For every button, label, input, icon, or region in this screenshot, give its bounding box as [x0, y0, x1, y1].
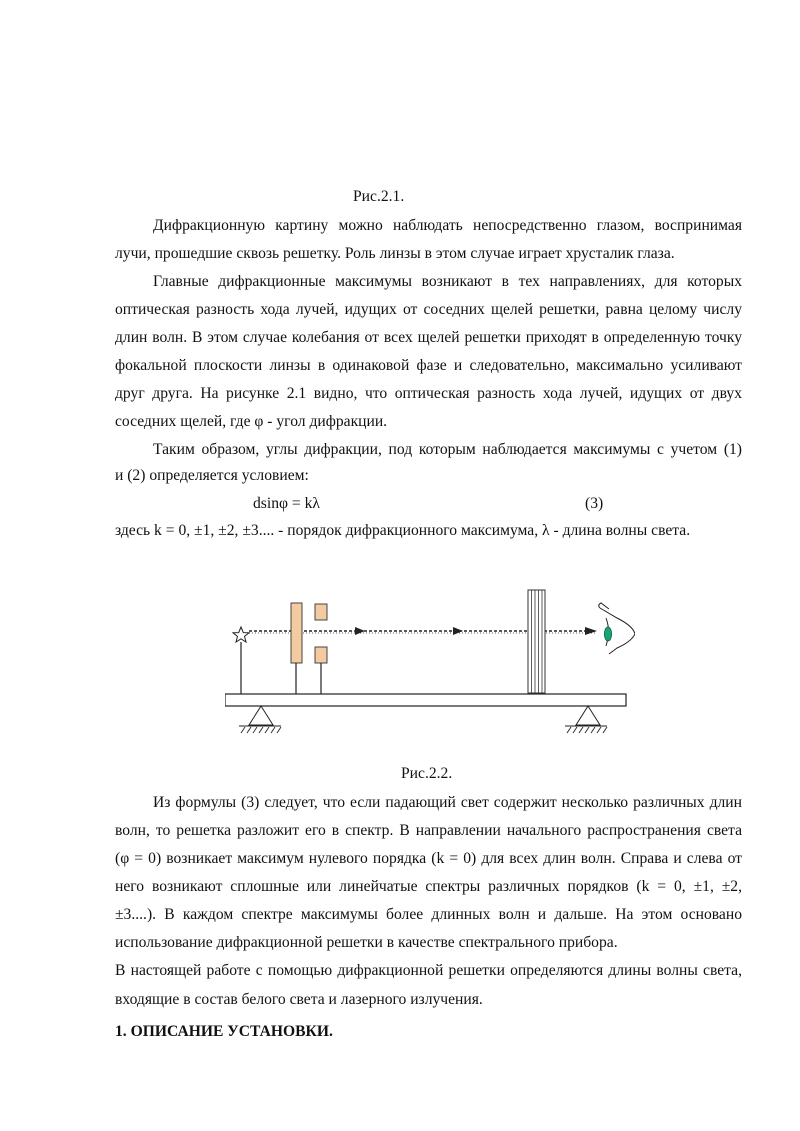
paragraph-1-line-2: лучи, прошедшие сквозь решетку. Роль линзы в этом случае играет хрусталик глаза. [115, 245, 675, 262]
formula-explanation: здесь k = 0, ±1, ±2, ±3.... - порядок дифракционного максимума, λ - длина волны света. [115, 522, 691, 539]
paragraph-4-line-5: ±3....). В каждом спектре максимумы более длинных волн и дальше. На этом основано [115, 906, 742, 923]
bench-rail [225, 694, 626, 706]
optical-bench-diagram [225, 588, 635, 738]
diffraction-grating [528, 590, 545, 693]
paragraph-1-line-1: Дифракционную картину можно наблюдать непосредственно глазом, воспринимая [153, 217, 742, 234]
section-heading: 1. ОПИСАНИЕ УСТАНОВКИ. [115, 1023, 333, 1040]
bench-support-left [239, 706, 281, 733]
paragraph-4-line-2: волн, то решетка разложит его в спектр. В направлении начального распространения света [115, 822, 742, 839]
paragraph-3-line-1: Таким образом, углы дифракции, под которым наблюдается максимумы с учетом (1) [153, 441, 742, 458]
paragraph-4-line-4: него возникают сплошные или линейчатые спектры различных порядков (k = 0, ±1, ±2, [115, 878, 742, 895]
paragraph-2-line-6: соседних щелей, где φ - угол дифракции. [115, 413, 388, 430]
paragraph-5-line-1: В настоящей работе с помощью дифракционной решетки определяются длины волны света, [115, 962, 742, 979]
slit-panel-bottom [315, 647, 327, 663]
paragraph-2-line-3: длин волн. В этом случае колебания от всех щелей решетки приходят в определенную точку [115, 329, 742, 346]
paragraph-3-line-2: и (2) определяется условием: [115, 467, 309, 484]
figure-caption-2-2: Рис.2.2. [401, 765, 453, 782]
slit-panel-top [315, 604, 327, 620]
slit-panel-tall [291, 603, 302, 663]
paragraph-4-line-1: Из формулы (3) следует, что если падающий свет содержит несколько различных длин [153, 794, 742, 811]
figure-caption-2-1: Рис.2.1. [353, 188, 405, 205]
eye-icon [599, 603, 635, 654]
beam-arrow-3 [585, 627, 597, 635]
paragraph-2-line-5: друг друга. На рисунке 2.1 видно, что оптическая разность хода лучей, идущих от двух [115, 385, 742, 402]
bench-support-right [565, 706, 607, 733]
formula-3: dsinφ = kλ [253, 495, 320, 512]
formula-number: (3) [585, 495, 604, 512]
beam-arrow-2 [453, 627, 463, 635]
beam-arrow-1 [355, 627, 365, 635]
paragraph-2-line-4: фокальной плоскости линзы в одинаковой фазе и следовательно, максимально усиливают [115, 357, 742, 374]
light-source-star-icon [233, 627, 249, 642]
paragraph-2-line-1: Главные дифракционные максимумы возникают в тех направлениях, для которых [153, 273, 742, 290]
paragraph-4-line-6: использование дифракционной решетки в качестве спектрального прибора. [115, 934, 618, 951]
paragraph-4-line-3: (φ = 0) возникает максимум нулевого порядка (k = 0) для всех длин волн. Справа и слева от [115, 850, 742, 867]
paragraph-5-line-2: входящие в состав белого света и лазерного излучения. [115, 991, 483, 1008]
paragraph-2-line-2: оптическая разность хода лучей, идущих от соседних щелей решетки, равна целому числу [115, 301, 742, 318]
